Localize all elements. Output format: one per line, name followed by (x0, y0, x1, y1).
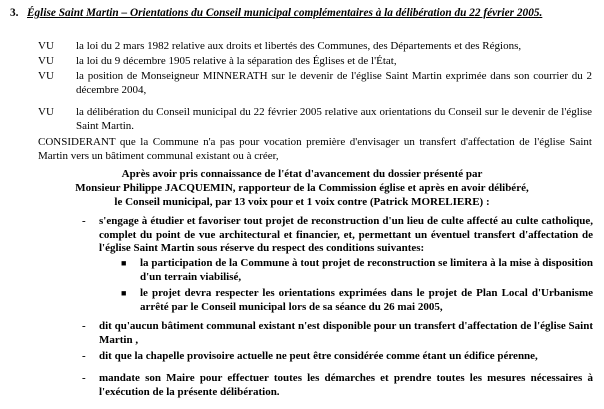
decision-line: le Conseil municipal, par 13 voix pour et 1 voix contre (Patrick MORELIERE) : (114, 196, 490, 208)
list-item: mandate son Maire pour effectuer toutes les démarches et prendre toutes les mesures nécessaires à l'exécution de la présente délibération. (99, 372, 593, 398)
list-item: dit que la chapelle provisoire actuelle ne peut être considérée comme étant un édifice pérenne, (99, 350, 538, 362)
list-dash: - (82, 350, 86, 362)
bullet-icon: ■ (121, 258, 127, 268)
vu-item: la loi du 2 mars 1982 relative aux droits et libertés des Communes, des Départements et des Régions, (76, 40, 522, 52)
vu-item: la position de Monseigneur MINNERATH sur le devenir de l'église Saint Martin exprimée dans son courrier du 2 décembre 2004, (76, 70, 592, 96)
vu-item: la loi du 9 décembre 1905 relative à la séparation des Églises et de l'État, (76, 55, 397, 67)
vu-label: VU (38, 106, 54, 118)
decision-line: Monsieur Philippe JACQUEMIN, rapporteur de la Commission église et après en avoir délibéré, (75, 182, 529, 194)
considerant-paragraph: CONSIDERANT que la Commune n'a pas pour vocation première d'envisager un transfert d'affectation de l'église Saint Martin vers un bâtiment communal existant ou à créer, (38, 136, 592, 162)
vu-label: VU (38, 55, 54, 67)
section-title: Église Saint Martin – Orientations du Conseil municipal complémentaires à la délibération du 22 février 2005. (27, 7, 543, 19)
list-dash: - (82, 372, 86, 384)
list-item: dit qu'aucun bâtiment communal existant n'est disponible pour un transfert d'affectation de l'église Saint Martin , (99, 320, 593, 346)
vu-label: VU (38, 40, 54, 52)
bullet-icon: ■ (121, 288, 127, 298)
vu-item: la délibération du Conseil municipal du 22 février 2005 relative aux orientations du Conseil sur le devenir de l'église Saint Martin. (76, 106, 592, 132)
sub-list-item: la participation de la Commune à tout projet de reconstruction se limitera à la mise à disposition d'un terrain viabilisé, (140, 257, 593, 283)
section-number: 3. (10, 7, 19, 19)
decision-line: Après avoir pris connaissance de l'état d'avancement du dossier présenté par (121, 168, 483, 180)
list-dash: - (82, 320, 86, 332)
sub-list-item: le projet devra respecter les orientations exprimées dans le projet de Plan Local d'Urbanisme arrêté par le Conseil municipal lors de sa séance du 26 mai 2005, (140, 287, 593, 313)
vu-label: VU (38, 70, 54, 82)
list-dash: - (82, 215, 86, 227)
list-item: s'engage à étudier et favoriser tout projet de reconstruction d'un lieu de culte affecté au culte catholique, complet du point de vue architectural et financier, et, permettant un éventuel transfert d'affectation de l'église Saint Martin sous réserve du respect des conditions suivantes: (99, 215, 593, 254)
